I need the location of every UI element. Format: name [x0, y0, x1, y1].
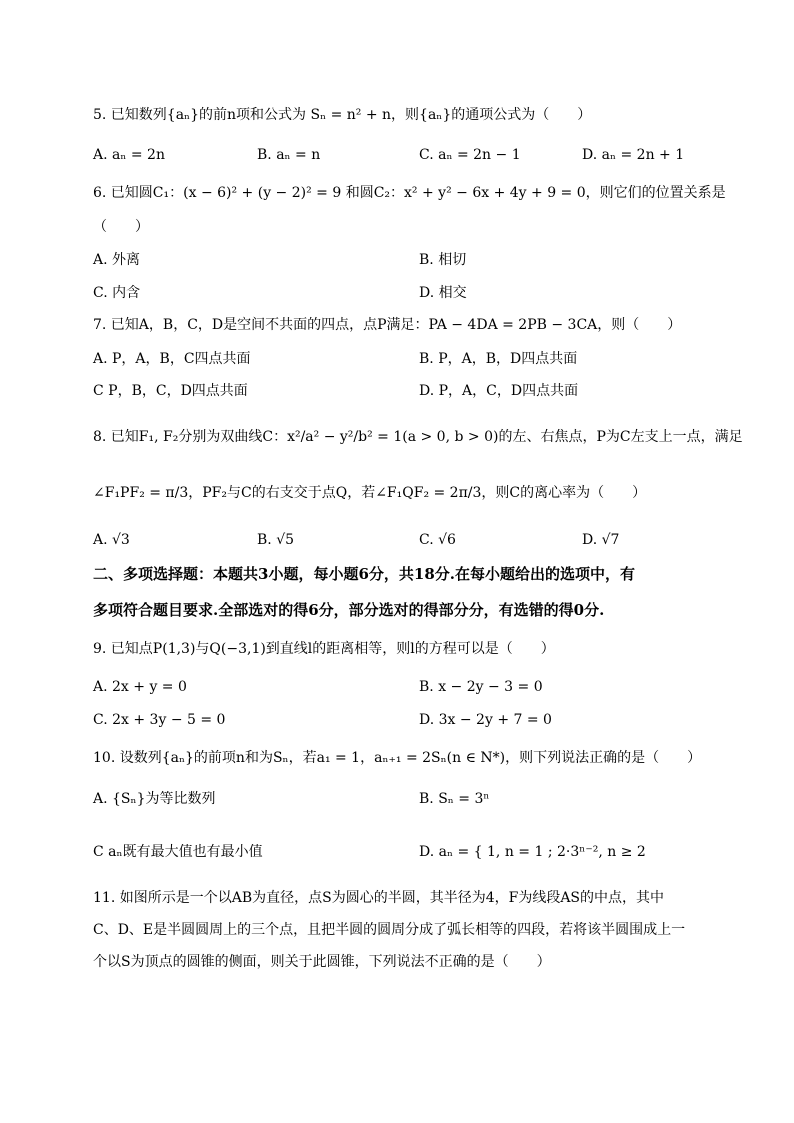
q10-option-c: C aₙ既有最大值也有最小值	[93, 844, 263, 860]
q9-option-a: A. 2x + y = 0	[93, 679, 187, 695]
q6-option-a: A. 外离	[93, 252, 141, 268]
q9-option-d: D. 3x − 2y + 7 = 0	[419, 712, 552, 728]
q8-option-c: C. √6	[419, 532, 456, 548]
q9-stem: 9. 已知点P(1,3)与Q(−3,1)到直线l的距离相等，则l的方程可以是（ ）	[93, 641, 555, 657]
q7-option-c: C P，B，C，D四点共面	[93, 383, 248, 399]
section2-heading-line1: 二、多项选择题：本题共3小题，每小题6分，共18分.在每小题给出的选项中，有	[93, 565, 635, 583]
q11-line2: C、D、E是半圆圆周上的三个点，且把半圆的圆周分成了弧长相等的四段，若将该半圆围成上一	[93, 922, 686, 938]
q10-option-a: A. {Sₙ}为等比数列	[93, 791, 216, 807]
q5-option-a: A. aₙ = 2n	[93, 147, 165, 163]
q8-option-a: A. √3	[93, 532, 130, 548]
q5-option-c: C. aₙ = 2n − 1	[419, 147, 521, 163]
q7-option-b: B. P，A，B，D四点共面	[419, 351, 578, 367]
q10-stem: 10. 设数列{aₙ}的前项n和为Sₙ，若a₁ = 1，aₙ₊₁ = 2Sₙ(n ∈ N*)，则下列说法正确的是（ ）	[93, 750, 702, 766]
q6-option-c: C. 内含	[93, 285, 141, 301]
q6-stem-cont: （ ）	[93, 219, 149, 235]
q7-option-a: A. P，A，B，C四点共面	[93, 351, 251, 367]
q8-option-b: B. √5	[257, 532, 295, 548]
q7-stem: 7. 已知A，B，C，D是空间不共面的四点，点P满足：PA − 4DA = 2PB − 3CA，则（ ）	[93, 317, 682, 333]
q8-stem: 8. 已知F₁, F₂分别为双曲线C：x²/a² − y²/b² = 1(a > 0, b > 0)的左、右焦点，P为C左支上一点，满足	[93, 429, 743, 445]
q6-stem: 6. 已知圆C₁：(x − 6)² + (y − 2)² = 9 和圆C₂：x² + y² − 6x + 4y + 9 = 0，则它们的位置关系是	[93, 185, 726, 201]
q6-option-d: D. 相交	[419, 285, 467, 301]
q9-option-c: C. 2x + 3y − 5 = 0	[93, 712, 226, 728]
q5-option-d: D. aₙ = 2n + 1	[582, 147, 685, 163]
q7-option-d: D. P，A，C，D四点共面	[419, 383, 579, 399]
q10-option-b: B. Sₙ = 3ⁿ	[419, 791, 490, 807]
q6-option-b: B. 相切	[419, 252, 467, 268]
q8-option-d: D. √7	[582, 532, 620, 548]
q10-option-d: D. aₙ = { 1, n = 1 ; 2·3ⁿ⁻², n ≥ 2	[419, 844, 646, 860]
q5-stem: 5. 已知数列{aₙ}的前n项和公式为 Sₙ = n² + n，则{aₙ}的通项公式为（ ）	[93, 107, 592, 123]
section2-heading-line2: 多项符合题目要求.全部选对的得6分，部分选对的得部分分，有选错的得0分.	[93, 601, 605, 619]
q11-line1: 11. 如图所示是一个以AB为直径，点S为圆心的半圆，其半径为4，F为线段AS的中点，其中	[93, 890, 665, 906]
q5-option-b: B. aₙ = n	[257, 147, 321, 163]
q8-stem-cont: ∠F₁PF₂ = π/3，PF₂与C的右支交于点Q，若∠F₁QF₂ = 2π/3，则C的离心率为（ ）	[93, 485, 647, 501]
q11-line3: 个以S为顶点的圆锥的侧面，则关于此圆锥，下列说法不正确的是（ ）	[93, 954, 551, 970]
q9-option-b: B. x − 2y − 3 = 0	[419, 679, 543, 695]
